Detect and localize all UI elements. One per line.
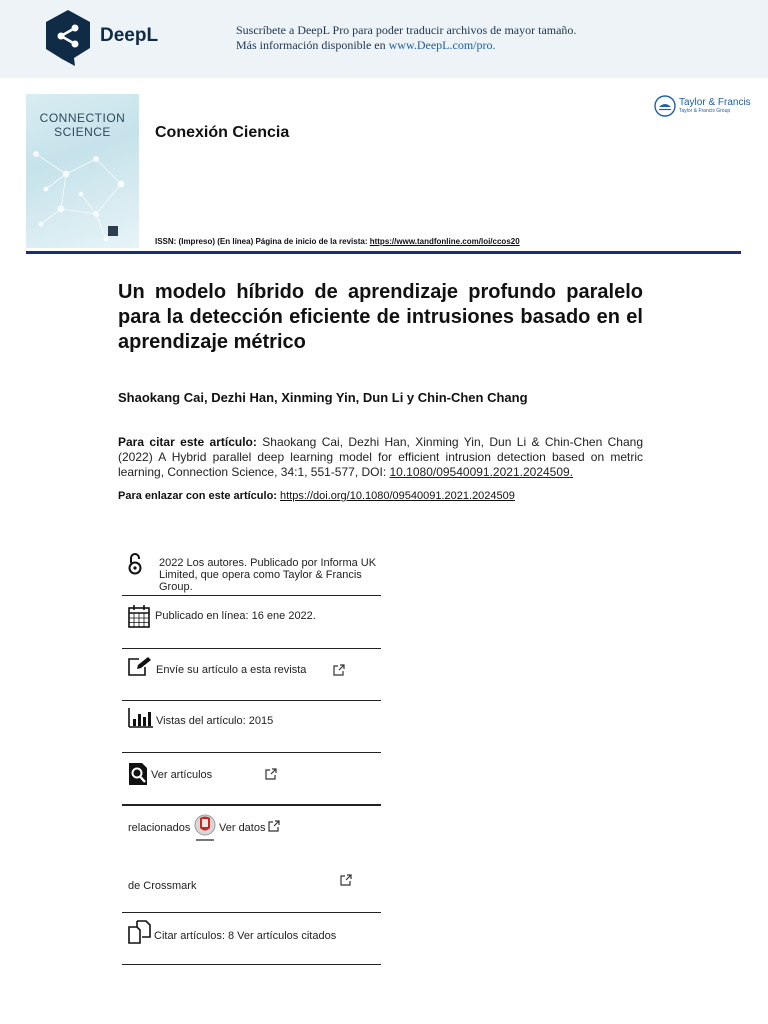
header-divider — [26, 251, 741, 254]
calendar-icon — [128, 604, 150, 628]
cover-title-line-2: SCIENCE — [54, 125, 111, 139]
info-divider — [122, 700, 381, 701]
info-divider — [122, 752, 381, 753]
deepl-logo-icon — [44, 9, 92, 67]
published-date: Publicado en línea: 16 ene 2022. — [155, 610, 316, 622]
crossmark-icon[interactable] — [194, 814, 216, 844]
bar-chart-icon — [128, 708, 154, 728]
citing-articles-icon — [128, 920, 152, 944]
search-document-icon — [128, 762, 150, 786]
issn-text: ISSN: (Impreso) (En línea) Página de inicio de la revista: — [155, 237, 370, 246]
external-link-icon[interactable] — [340, 874, 352, 886]
deepl-brand-name: DeepL — [100, 25, 159, 46]
license-text: 2022 Los autores. Publicado por Informa UK Limited, que opera como Taylor & Francis Group. — [159, 557, 377, 593]
article-title: Un modelo híbrido de aprendizaje profundo paralelo para la detección eficiente de intrusiones basado en el aprendizaje métrico — [118, 281, 643, 353]
article-authors: Shaokang Cai, Dezhi Han, Xinming Yin, Dun Li y Chin-Chen Chang — [118, 390, 528, 405]
related-articles-link[interactable]: Ver artículos — [151, 769, 213, 781]
crossmark-link[interactable]: Ver datos — [219, 822, 266, 834]
info-divider — [122, 648, 381, 649]
info-divider — [122, 804, 381, 806]
article-views: Vistas del artículo: 2015 — [156, 715, 274, 727]
submit-article-link[interactable]: Envíe su artículo a esta revista — [156, 664, 307, 676]
citation-doi-link[interactable]: 10.1080/09540091.2021.2024509. — [389, 465, 574, 479]
citing-articles-link[interactable]: Citar artículos: 8 Ver artículos citados — [154, 930, 337, 942]
cover-title-line-1: CONNECTION — [39, 111, 126, 125]
info-divider — [122, 964, 381, 965]
publisher-name: Taylor & Francis — [679, 97, 751, 108]
issn-line — [155, 237, 520, 246]
article-link-label: Para enlazar con este artículo: — [118, 490, 277, 502]
taylor-francis-logo-icon — [654, 95, 676, 117]
banner-message — [236, 23, 576, 53]
info-divider — [122, 595, 381, 596]
article-doi-link[interactable]: https://doi.org/10.1080/09540091.2021.2024509 — [280, 490, 515, 502]
external-link-icon[interactable] — [333, 664, 345, 676]
info-divider — [122, 912, 381, 913]
open-access-icon — [128, 552, 142, 576]
citation-label: Para citar este artículo: — [118, 435, 257, 449]
edit-icon — [128, 656, 152, 676]
banner-line-1: Suscríbete a DeepL Pro para poder traducir archivos de mayor tamaño. — [236, 23, 577, 37]
external-link-icon[interactable] — [268, 820, 280, 832]
publisher-group: Taylor & Francis Group — [679, 108, 731, 114]
journal-name: Conexión Ciencia — [155, 124, 290, 141]
citation-block — [118, 435, 643, 480]
external-link-icon[interactable] — [265, 768, 277, 780]
banner-line-2-prefix: Más información disponible en — [236, 38, 389, 52]
citation-text: Shaokang Cai, Dezhi Han, Xinming Yin, Dun Li & Chin-Chen Chang (2022) A Hybrid parallel deep learning model for efficient intrusion detection based on metric learning, Connection Science, 34:1, 551-577, DOI: — [118, 435, 643, 479]
banner-line-2 — [236, 38, 576, 53]
cover-title — [26, 111, 139, 139]
journal-cover-image — [26, 94, 139, 248]
crossmark-continued: de Crossmark — [128, 880, 197, 892]
journal-homepage-link[interactable]: https://www.tandfonline.com/loi/ccos20 — [369, 237, 520, 246]
related-articles-continued: relacionados — [128, 822, 191, 834]
deepl-pro-link[interactable]: www.DeepL.com/pro. — [388, 38, 496, 52]
article-link-line — [118, 490, 515, 502]
